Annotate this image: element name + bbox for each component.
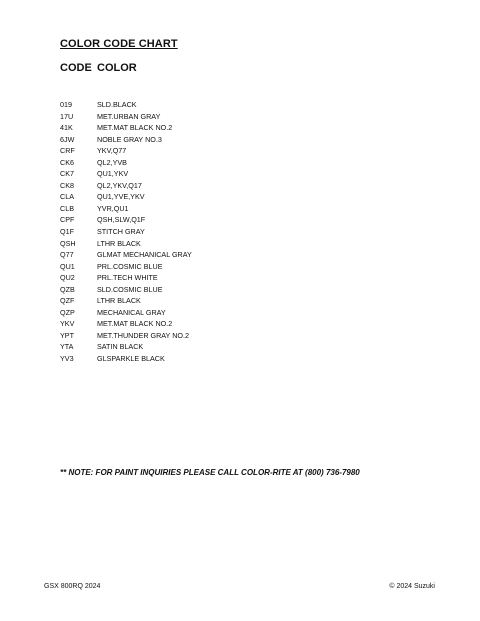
color-code: YPT bbox=[60, 330, 74, 340]
color-code: 6JW bbox=[60, 134, 75, 144]
color-code-row bbox=[60, 134, 360, 146]
color-code-row bbox=[60, 203, 360, 215]
color-code-list bbox=[60, 99, 360, 365]
color-name: GLMAT MECHANICAL GRAY bbox=[97, 250, 192, 260]
color-code: 17U bbox=[60, 111, 74, 121]
color-name: PRL.COSMIC BLUE bbox=[97, 261, 163, 271]
color-code: CRF bbox=[60, 146, 75, 156]
color-code: CLB bbox=[60, 203, 74, 213]
color-code: CLA bbox=[60, 192, 74, 202]
color-name: QSH,SLW,Q1F bbox=[97, 215, 146, 225]
color-name: LTHR BLACK bbox=[97, 296, 141, 306]
color-name: QU1,YKV bbox=[97, 169, 129, 179]
color-code: Q1F bbox=[60, 227, 74, 237]
color-code-row bbox=[60, 353, 360, 365]
paint-inquiry-note: ** NOTE: FOR PAINT INQUIRIES PLEASE CALL COLOR-RITE AT (800) 736-7980 bbox=[60, 468, 360, 477]
color-name: STITCH GRAY bbox=[97, 227, 145, 237]
code-column-header: CODE bbox=[60, 62, 92, 74]
color-name: MECHANICAL GRAY bbox=[97, 307, 166, 317]
color-code-row bbox=[60, 341, 360, 353]
color-code-row bbox=[60, 318, 360, 330]
color-code-row bbox=[60, 168, 360, 180]
color-code-row bbox=[60, 307, 360, 319]
color-code-row bbox=[60, 214, 360, 226]
color-code: QZB bbox=[60, 284, 75, 294]
color-code: Q77 bbox=[60, 250, 74, 260]
color-code: YV3 bbox=[60, 354, 74, 364]
color-code-row bbox=[60, 295, 360, 307]
color-name: MET.URBAN GRAY bbox=[97, 111, 161, 121]
color-name: PRL.TECH WHITE bbox=[97, 273, 158, 283]
color-code-row bbox=[60, 157, 360, 169]
color-code: 019 bbox=[60, 100, 72, 109]
color-code-row bbox=[60, 191, 360, 203]
color-code-row bbox=[60, 249, 360, 261]
color-code: CK8 bbox=[60, 180, 74, 190]
footer-copyright: © 2024 Suzuki bbox=[389, 583, 435, 590]
color-name: MET.MAT BLACK NO.2 bbox=[97, 123, 173, 133]
color-code-row bbox=[60, 226, 360, 238]
color-name: NOBLE GRAY NO.3 bbox=[97, 134, 162, 144]
page-title: COLOR CODE CHART bbox=[60, 38, 178, 50]
color-code-row bbox=[60, 180, 360, 192]
color-name: YKV,Q77 bbox=[97, 146, 127, 156]
color-code: YKV bbox=[60, 319, 75, 329]
color-name: SATIN BLACK bbox=[97, 342, 144, 352]
color-code-row bbox=[60, 272, 360, 284]
color-code: YTA bbox=[60, 342, 74, 352]
color-name: SLD.BLACK bbox=[97, 100, 137, 109]
color-name: MET.THUNDER GRAY NO.2 bbox=[97, 330, 189, 340]
color-name: QU1,YVE,YKV bbox=[97, 192, 145, 202]
color-name: GLSPARKLE BLACK bbox=[97, 354, 165, 364]
color-code: CPF bbox=[60, 215, 75, 225]
color-code-row bbox=[60, 238, 360, 250]
color-code-row bbox=[60, 111, 360, 123]
color-column-header: COLOR bbox=[97, 62, 137, 74]
color-code: QZP bbox=[60, 307, 75, 317]
color-code: QU2 bbox=[60, 273, 75, 283]
color-code: QZF bbox=[60, 296, 75, 306]
color-name: MET.MAT BLACK NO.2 bbox=[97, 319, 173, 329]
color-code-row bbox=[60, 284, 360, 296]
color-code: 41K bbox=[60, 123, 73, 133]
color-code: QSH bbox=[60, 238, 76, 248]
color-code-row bbox=[60, 261, 360, 273]
color-code: CK7 bbox=[60, 169, 74, 179]
footer-model: GSX 800RQ 2024 bbox=[44, 583, 101, 590]
color-code-row bbox=[60, 330, 360, 342]
color-name: YVR,QU1 bbox=[97, 203, 129, 213]
color-name: LTHR BLACK bbox=[97, 238, 141, 248]
color-name: QL2,YKV,Q17 bbox=[97, 180, 142, 190]
color-code: CK6 bbox=[60, 157, 74, 167]
color-name: SLD.COSMIC BLUE bbox=[97, 284, 163, 294]
color-name: QL2,YVB bbox=[97, 157, 127, 167]
color-code-row bbox=[60, 145, 360, 157]
color-code-row bbox=[60, 99, 360, 111]
color-code: QU1 bbox=[60, 261, 75, 271]
color-code-row bbox=[60, 122, 360, 134]
